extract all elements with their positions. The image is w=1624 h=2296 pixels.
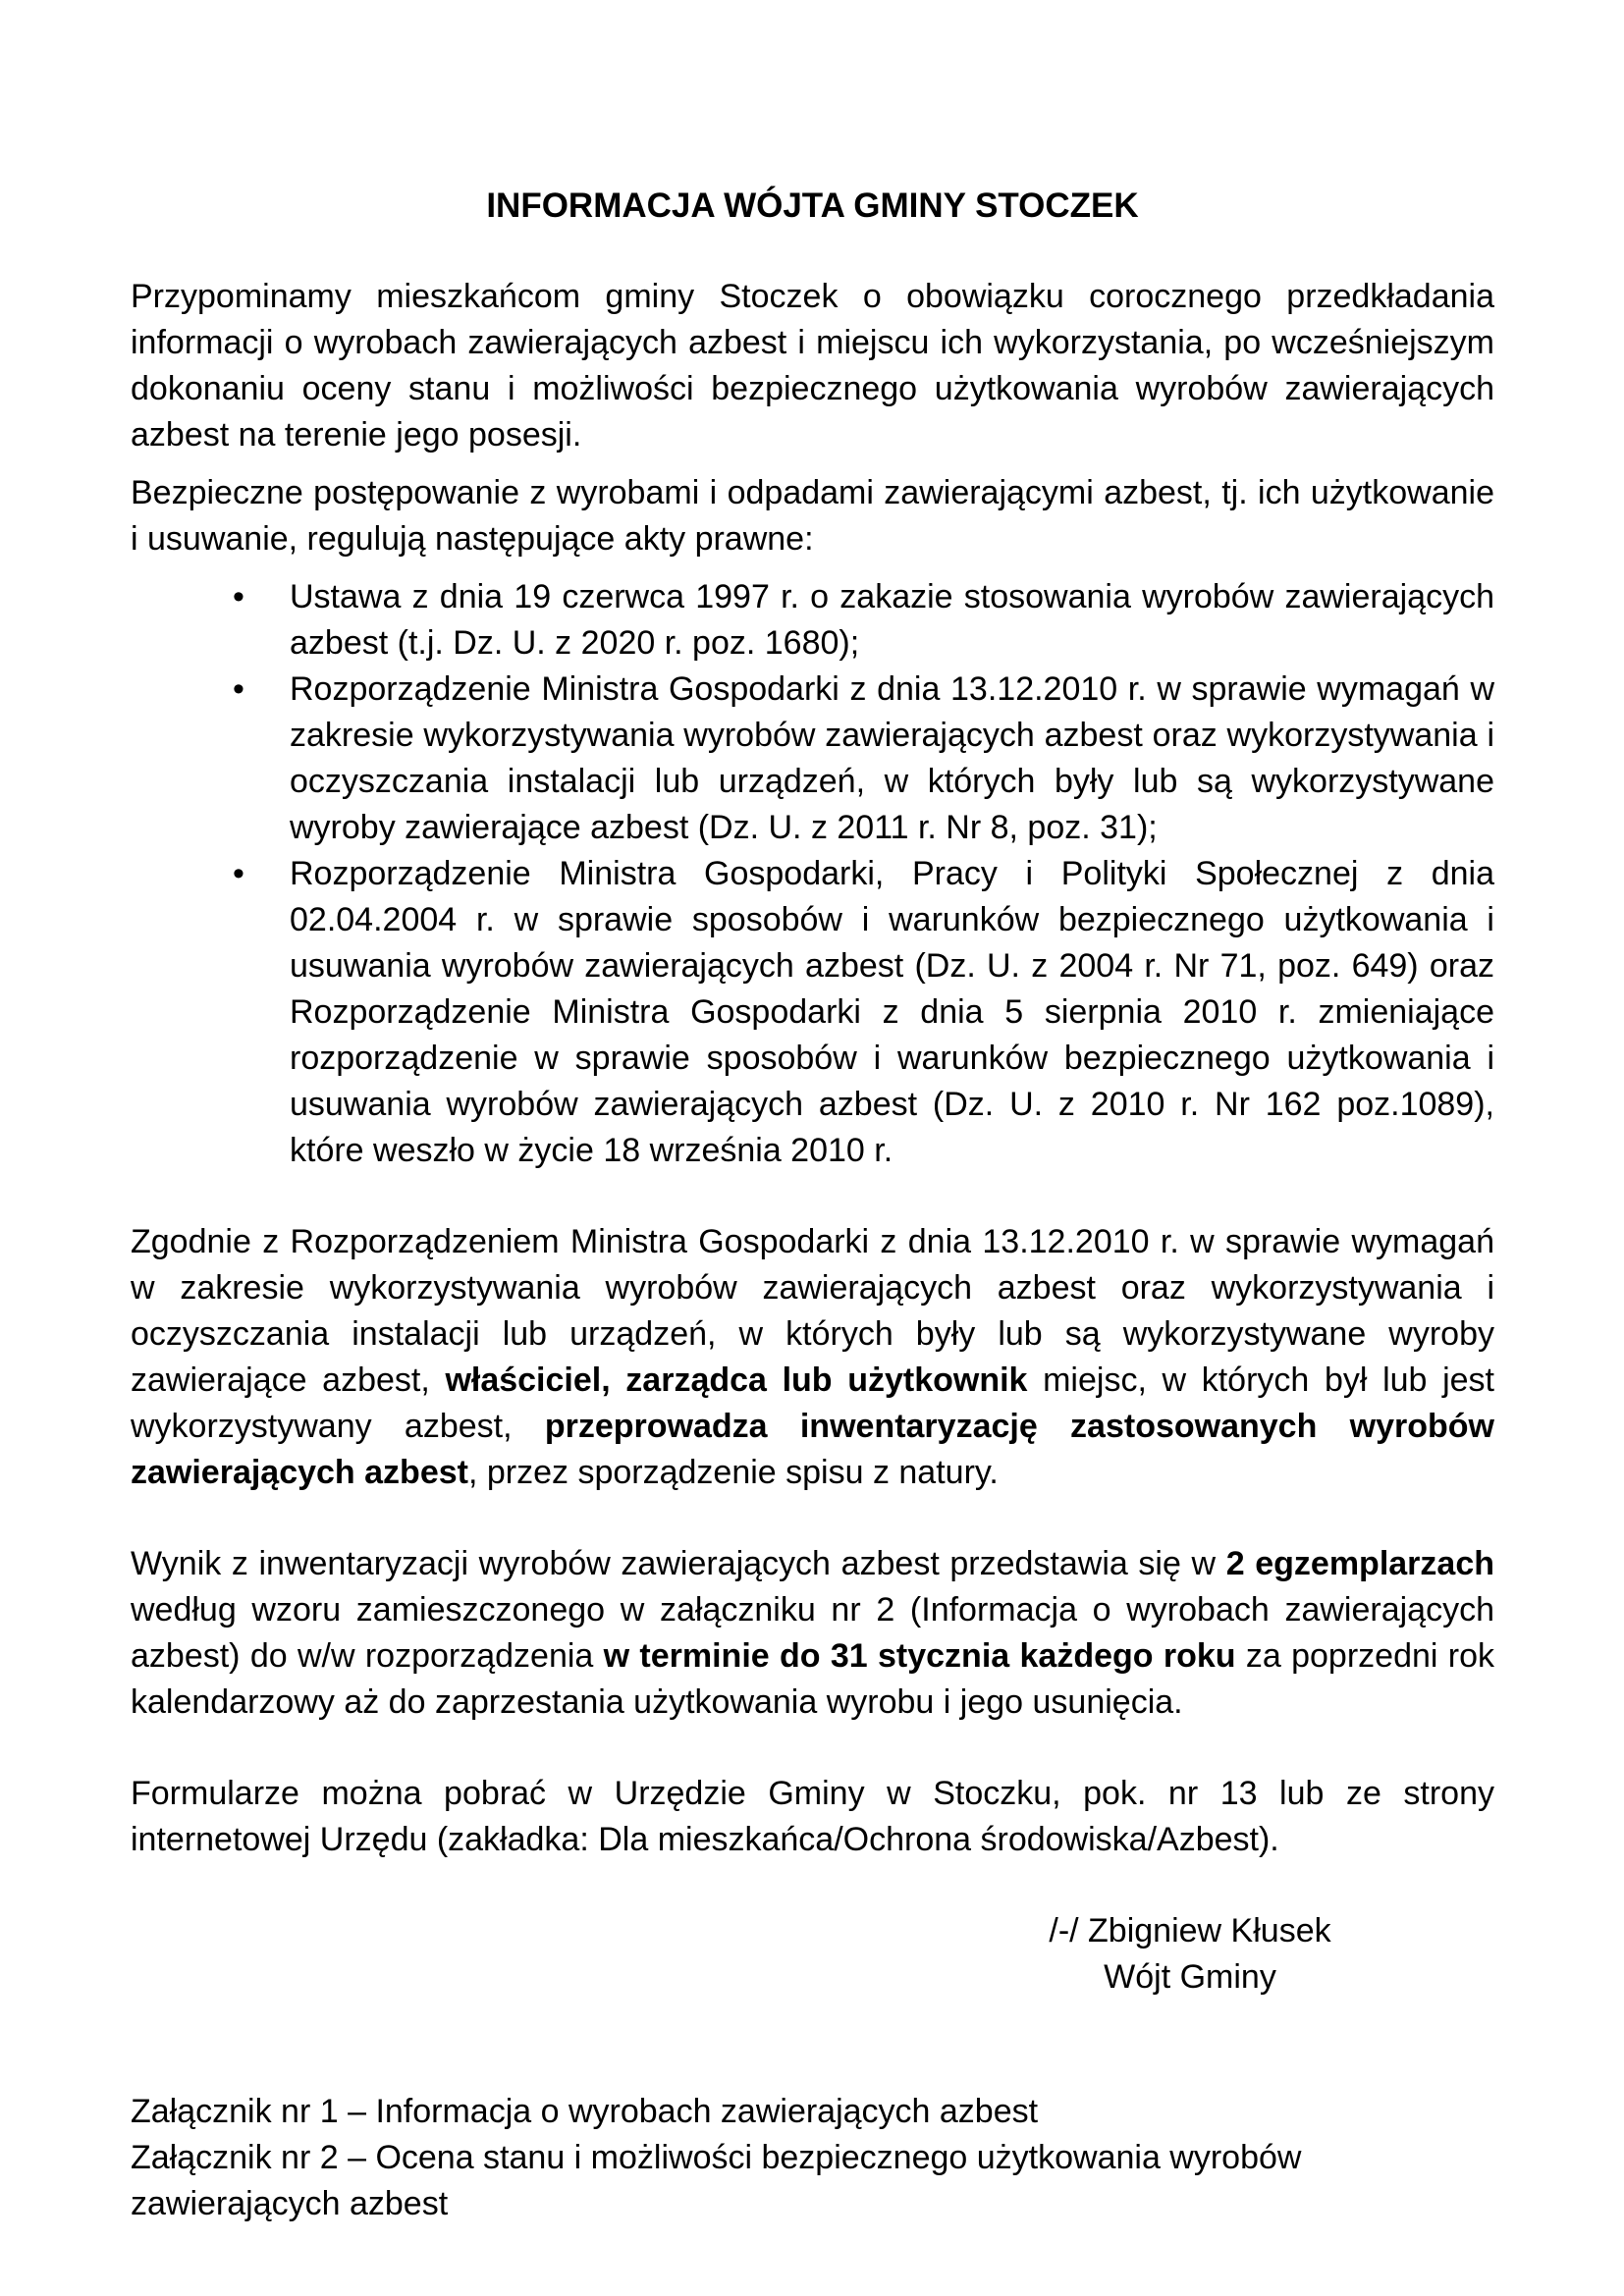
inventory-run-bold-1: właściciel, zarządca lub użytkownik [445, 1362, 1028, 1399]
paragraph-inventory-duty [131, 1219, 1494, 1496]
attachment-1: Załącznik nr 1 – Informacja o wyrobach zawierających azbest [131, 2093, 1039, 2130]
signature-block [984, 1908, 1396, 2001]
paragraph-intro: Przypominamy mieszkańcom gminy Stoczek o obowiązku corocznego przedkładania informacji o wyrobach zawierających azbest i miejscu ich wykorzystania, po wcześniejszym dokonaniu oceny stanu i możliwości bezpiecznego użytkowania wyrobów zawierających azbest na terenie jego posesji. [131, 278, 1494, 454]
signature-role: Wójt Gminy [1104, 1958, 1276, 1996]
paragraph-forms-info: Formularze można pobrać w Urzędzie Gminy w Stoczku, pok. nr 13 lub ze strony internetowej Urzędu (zakładka: Dla mieszkańca/Ochrona środowiska/Azbest). [131, 1775, 1494, 1858]
legal-act-item-2 [233, 667, 1494, 851]
legal-act-text: Rozporządzenie Ministra Gospodarki z dnia 13.12.2010 r. w sprawie wymagań w zakresie wykorzystywania wyrobów zawierających azbest oraz wykorzystywania i oczyszczania instalacji lub urządzeń, w których były lub są wykorzystywane wyroby zawierające azbest (Dz. U. z 2011 r. Nr 8, poz. 31); [290, 670, 1494, 846]
bullet-icon: • [233, 855, 244, 892]
bullet-icon: • [233, 578, 244, 615]
inventory-run-2: miejsc, w których był lub jest wykorzystywany azbest, [131, 1362, 1494, 1445]
inventory-run-3: , przez sporządzenie spisu z natury. [467, 1454, 999, 1491]
result-run-1: Wynik z inwentaryzacji wyrobów zawierających azbest przedstawia się w [131, 1545, 1226, 1582]
legal-act-item-3 [233, 851, 1494, 1174]
attachment-2: Załącznik nr 2 – Ocena stanu i możliwości bezpiecznego użytkowania wyrobów zawierających azbest [131, 2139, 1302, 2222]
signature-name: /-/ Zbigniew Kłusek [1049, 1912, 1331, 1949]
inventory-run-1: Zgodnie z Rozporządzeniem Ministra Gospodarki z dnia 13.12.2010 r. w sprawie wymagań w zakresie wykorzystywania wyrobów zawierających azbest oraz wykorzystywania i oczyszczania instalacji lub urządzeń, w których były lub są wykorzystywane wyroby zawierające azbest, [131, 1223, 1494, 1399]
attachments-section [131, 2089, 1494, 2227]
legal-acts-list [131, 574, 1494, 1174]
legal-act-item-1 [233, 574, 1494, 667]
legal-act-text: Ustawa z dnia 19 czerwca 1997 r. o zakazie stosowania wyrobów zawierających azbest (t.j. Dz. U. z 2020 r. poz. 1680); [290, 578, 1494, 662]
result-run-2: według wzoru zamieszczonego w załączniku nr 2 (Informacja o wyrobach zawierających azbest) do w/w rozporządzenia [131, 1591, 1494, 1675]
result-run-3: za poprzedni rok kalendarzowy aż do zaprzestania użytkowania wyrobu i jego usunięcia. [131, 1637, 1494, 1721]
document-title: INFORMACJA WÓJTA GMINY STOCZEK [486, 187, 1139, 225]
result-run-bold-1: 2 egzemplarzach [1225, 1545, 1494, 1582]
inventory-run-bold-2: przeprowadza inwentaryzację zastosowanych wyrobów zawierających azbest [131, 1408, 1494, 1491]
bullet-icon: • [233, 670, 244, 708]
paragraph-legal-acts-lead: Bezpieczne postępowanie z wyrobami i odpadami zawierającymi azbest, tj. ich użytkowanie i usuwanie, regulują następujące akty prawne: [131, 474, 1494, 558]
legal-act-text: Rozporządzenie Ministra Gospodarki, Pracy i Polityki Społecznej z dnia 02.04.2004 r. w sprawie sposobów i warunków bezpiecznego użytkowania i usuwania wyrobów zawierających azbest (Dz. U. z 2004 r. Nr 71, poz. 649) oraz Rozporządzenie Ministra Gospodarki z dnia 5 sierpnia 2010 r. zmieniające rozporządzenie w sprawie sposobów i warunków bezpiecznego użytkowania i usuwania wyrobów zawierających azbest (Dz. U. z 2010 r. Nr 162 poz.1089), które weszło w życie 18 września 2010 r. [290, 855, 1494, 1169]
result-run-bold-2: w terminie do 31 stycznia każdego roku [603, 1637, 1236, 1675]
paragraph-inventory-result [131, 1541, 1494, 1726]
